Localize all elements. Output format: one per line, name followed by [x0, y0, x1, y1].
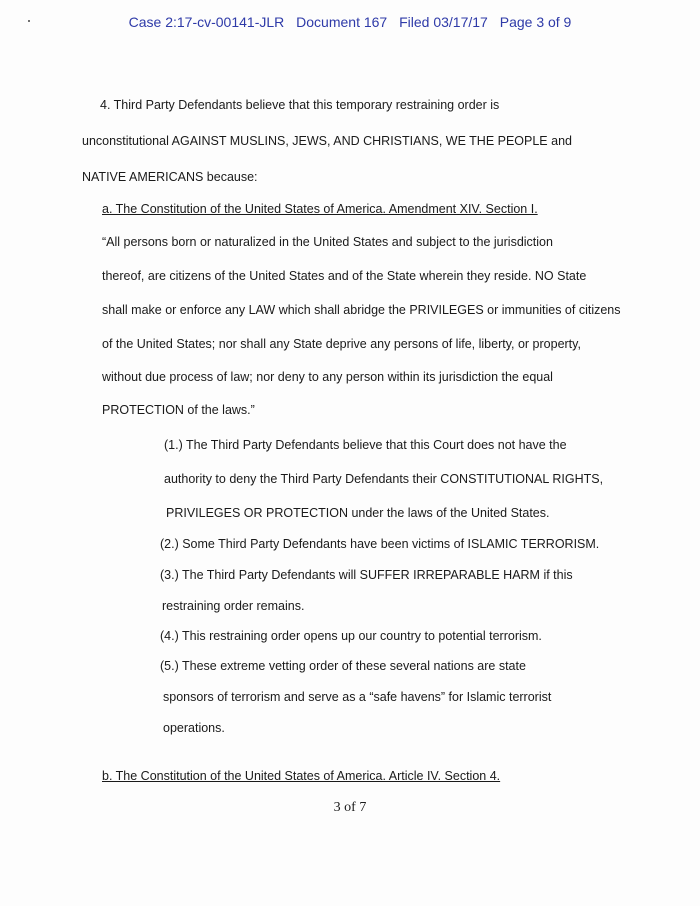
para4-line3: NATIVE AMERICANS because: [82, 170, 258, 184]
item3-line1: (3.) The Third Party Defendants will SUFFER IRREPARABLE HARM if this [160, 568, 573, 582]
quote-line5: without due process of law; nor deny to any person within its jurisdiction the equal [102, 370, 553, 384]
quote-line3: shall make or enforce any LAW which shall abridge the PRIVILEGES or immunities of citizens [102, 303, 621, 317]
para4-line1: 4. Third Party Defendants believe that this temporary restraining order is [100, 98, 500, 112]
page-footer: 3 of 7 [333, 800, 367, 815]
item3-line2: restraining order remains. [162, 599, 305, 613]
ecf-header [0, 14, 700, 30]
case-number: Case 2:17-cv-00141-JLR [128, 14, 285, 30]
para4-line2: unconstitutional AGAINST MUSLINS, JEWS, AND CHRISTIANS, WE THE PEOPLE and [82, 134, 572, 148]
filed-date: Filed 03/17/17 [399, 14, 488, 30]
item1-line2: authority to deny the Third Party Defendants their CONSTITUTIONAL RIGHTS, [164, 472, 604, 486]
item5-line2: sponsors of terrorism and serve as a “safe havens” for Islamic terrorist [163, 690, 552, 704]
section-b-heading: b. The Constitution of the United States of America. Article IV. Section 4. [102, 769, 501, 783]
item5-line3: operations. [163, 721, 225, 735]
document-number: Document 167 [296, 14, 388, 30]
quote-line4: of the United States; nor shall any State deprive any persons of life, liberty, or property, [102, 337, 581, 351]
quote-line6: PROTECTION of the laws.” [102, 403, 255, 417]
item1-line3: PRIVILEGES OR PROTECTION under the laws of the United States. [166, 506, 550, 520]
quote-line1: “All persons born or naturalized in the United States and subject to the jurisdiction [102, 235, 553, 249]
item5-line1: (5.) These extreme vetting order of these several nations are state [160, 659, 526, 673]
quote-line2: thereof, are citizens of the United States and of the State wherein they reside. NO State [102, 269, 587, 283]
item1-line1: (1.) The Third Party Defendants believe that this Court does not have the [164, 438, 567, 452]
item4: (4.) This restraining order opens up our country to potential terrorism. [160, 629, 542, 643]
section-a-heading: a. The Constitution of the United States of America. Amendment XIV. Section I. [102, 202, 538, 216]
page-indicator: Page 3 of 9 [499, 14, 572, 30]
item2: (2.) Some Third Party Defendants have been victims of ISLAMIC TERRORISM. [160, 537, 600, 551]
